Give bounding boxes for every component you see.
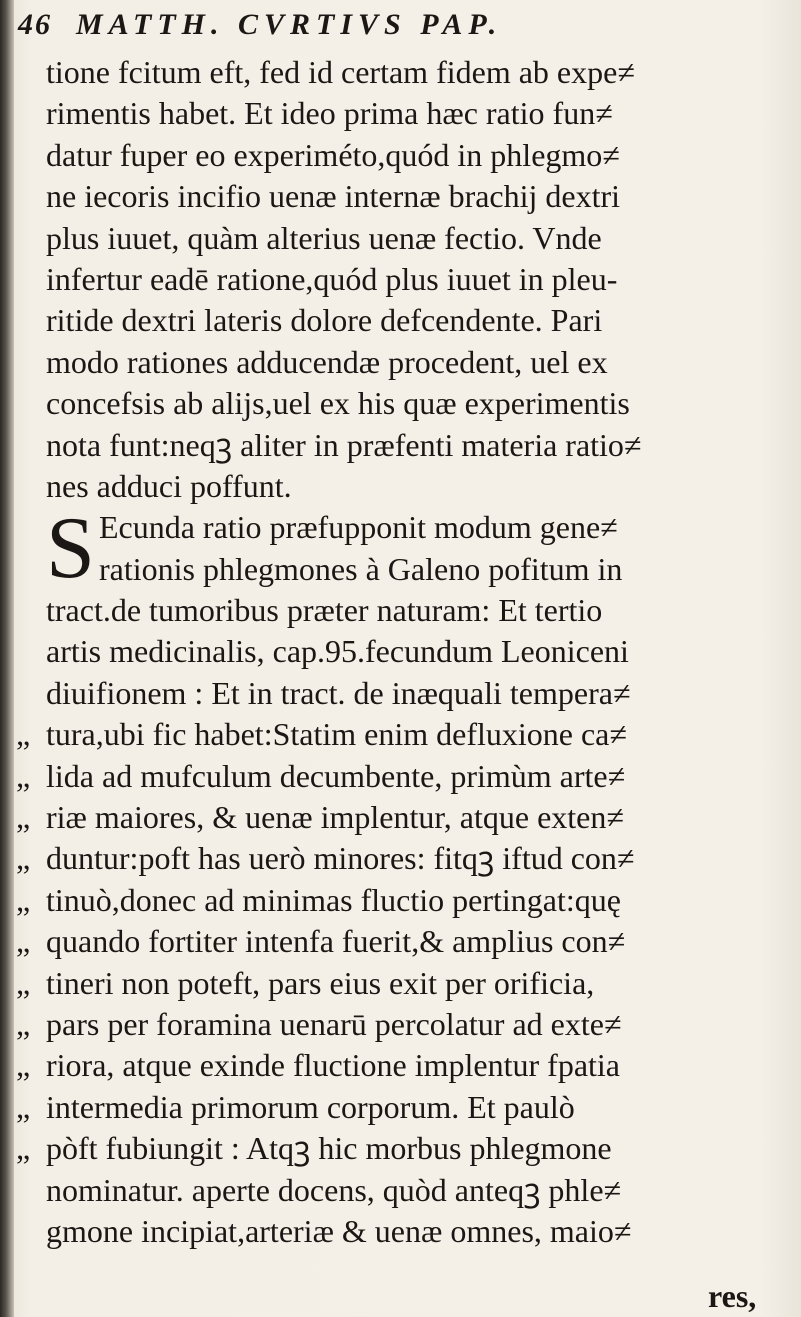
- line-text: diuifionem : Et in tract. de inæquali tempera≠: [46, 674, 631, 711]
- text-line: [46, 135, 796, 176]
- line-text: intermedia primorum corporum. Et paulò: [46, 1088, 575, 1125]
- quotation-marker: „: [16, 1047, 31, 1084]
- text-line: [46, 93, 796, 134]
- text-line: [16, 756, 796, 797]
- text-line: [46, 1211, 796, 1252]
- text-line: [46, 673, 796, 714]
- text-line: [46, 1170, 796, 1211]
- line-text: Ecunda ratio præfupponit modum gene≠: [98, 509, 618, 546]
- body-text: [16, 52, 796, 1252]
- text-line: [16, 714, 796, 755]
- quotation-marker: „: [16, 757, 31, 794]
- line-text: ritide dextri lateris dolore defcendente. Pari: [46, 302, 603, 339]
- text-line: [46, 590, 796, 631]
- text-line: [46, 218, 796, 259]
- text-line: [46, 342, 796, 383]
- quotation-marker: „: [16, 964, 31, 1001]
- line-text: quando fortiter intenfa fuerit,& amplius con≠: [46, 923, 626, 960]
- text-line: [46, 176, 796, 217]
- line-text: rationis phlegmones à Galeno pofitum in: [98, 550, 623, 587]
- line-text: artis medicinalis, cap.95.fecundum Leoniceni: [46, 633, 629, 670]
- line-text: nominatur. aperte docens, quòd anteqꝫ phle≠: [46, 1171, 622, 1208]
- text-line: [16, 797, 796, 838]
- running-head: MATTH. CVRTIVS PAP.: [76, 8, 503, 41]
- text-line: [46, 631, 796, 672]
- text-line: [16, 963, 796, 1004]
- line-text: tione fcitum eft, fed id certam fidem ab expe≠: [46, 54, 635, 90]
- line-text: duntur:poft has uerò minores: fitqꝫ iftud con≠: [46, 840, 635, 877]
- text-line: [16, 838, 796, 879]
- text-line: [46, 425, 796, 466]
- page-header: [18, 2, 788, 48]
- quotation-marker: „: [16, 716, 31, 753]
- line-text: pòft fubiungit : Atqꝫ hic morbus phlegmone: [46, 1130, 612, 1167]
- line-text: ne iecoris incifio uenæ internæ brachij dextri: [46, 178, 621, 215]
- quotation-marker: „: [16, 923, 31, 960]
- line-text: riæ maiores, & uenæ implentur, atque exten≠: [46, 799, 624, 836]
- quotation-marker: „: [16, 1005, 31, 1042]
- text-line: [46, 300, 796, 341]
- quotation-marker: „: [16, 1088, 31, 1125]
- line-text: datur fuper eo experiméto,quód in phlegmo≠: [46, 136, 620, 173]
- text-line: [16, 1004, 796, 1045]
- quotation-marker: „: [16, 881, 31, 918]
- text-line: [46, 52, 796, 93]
- book-spine-shadow: [0, 0, 14, 1317]
- line-text: lida ad mufculum decumbente, primùm arte≠: [46, 757, 626, 794]
- quotation-marker: „: [16, 1130, 31, 1167]
- line-text: nota funt:neqꝫ aliter in præfenti materia ratio≠: [46, 426, 642, 463]
- line-text: concefsis ab alijs,uel ex his quæ experimentis: [46, 385, 630, 422]
- drop-capital: S: [46, 500, 95, 598]
- line-text: nes adduci poffunt.: [46, 467, 292, 504]
- line-text: gmone incipiat,arteriæ & uenæ omnes, maio≠: [46, 1212, 632, 1249]
- text-line: [16, 1087, 796, 1128]
- line-text: tract.de tumoribus præter naturam: Et tertio: [46, 592, 603, 629]
- line-text: rimentis habet. Et ideo prima hæc ratio fun≠: [46, 95, 613, 132]
- line-text: pars per foramina uenarū percolatur ad exte≠: [46, 1005, 622, 1042]
- line-text: riora, atque exinde fluctione implentur fpatia: [46, 1047, 620, 1084]
- text-line: [16, 921, 796, 962]
- text-line: [46, 549, 796, 590]
- catchword: res,: [708, 1278, 757, 1314]
- line-text: plus iuuet, quàm alterius uenæ fectio. Vnde: [46, 219, 602, 256]
- text-line: [16, 880, 796, 921]
- text-line: [46, 383, 796, 424]
- text-line: [16, 1045, 796, 1086]
- page-number: 46: [18, 8, 52, 41]
- quotation-marker: „: [16, 840, 31, 877]
- line-text: infertur eadē ratione,quód plus iuuet in pleu-: [46, 260, 618, 297]
- text-line: [46, 466, 796, 507]
- text-line: [16, 1128, 796, 1169]
- line-text: modo rationes adducendæ procedent, uel ex: [46, 343, 608, 380]
- line-text: tinuò,donec ad minimas fluctio pertingat:quę: [46, 881, 621, 918]
- quotation-marker: „: [16, 799, 31, 836]
- line-text: tineri non poteft, pars eius exit per orificia,: [46, 964, 595, 1001]
- line-text: tura,ubi fic habet:Statim enim defluxione ca≠: [46, 716, 627, 753]
- text-line: [46, 259, 796, 300]
